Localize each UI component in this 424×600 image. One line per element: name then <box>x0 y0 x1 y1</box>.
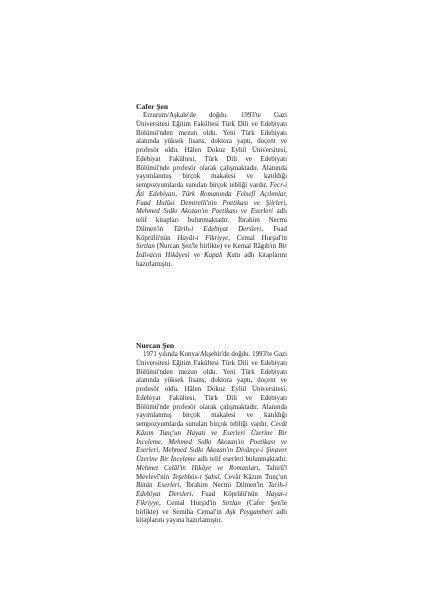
bio-text: 1971 yılında Konya/Akşehir'de doğdu. 1993'te Gazi Üniversitesi Eğitim Fakültesi Türk Dili ve Edebiyatı Bölümü'nden mezun oldu. Yeni Türk Edebiyatı alanında yüksek lisans, doktora yaptı, doçent ve profesör oldu. Hâlen Dokuz Eylül Üniversitesi, Edebiyat Fakültesi, Türk Dili ve Edebiyatı Bölümü'nde profesör olarak çalışmaktadır. Alanında yayımlanmış birçok makalesi ve katıldığı sempozyumlarda sunulan birçok tebliği vardır. <box>136 351 287 428</box>
book-title-text: Tarih-i Edebiyat Dersleri <box>136 482 287 498</box>
book-title-text: Mehmet Celâl'in Hikâye ve Romanları <box>136 464 259 472</box>
bio-text: adlı telif eserleri bulunmaktadır. <box>195 456 287 463</box>
book-title-text: Kapalı Kutu <box>204 252 241 259</box>
bio-text: , Fuad Köprülü'nün <box>191 491 266 498</box>
author-biography <box>136 112 287 270</box>
book-title-text: Bir İzdivacın Hikâyesi <box>136 243 287 259</box>
author-bio-nurcan-sen <box>136 341 287 526</box>
bio-text: , Tahirü'l Mevlevî'nin <box>136 464 287 481</box>
book-title-text: Teşebbüs-i Şahsî <box>172 473 220 481</box>
author-name: Cafer Şen <box>136 102 169 111</box>
bio-text: Erzurum/Aşkale'de doğdu. 1993'te Gazi Üniversitesi Eğitim Fakültesi Türk Dili ve Edebiyatı Bölümü'nden mezun oldu. Yeni Türk Edebiyatı alanında yüksek lisans, doktora yaptı, doçent ve profesör oldu. Hâlen Dokuz Eylül Üniversitesi, Edebiyat Fakültesi, Türk Dili ve Edebiyatı Bölümü'nde profesör olarak çalışmaktadır. Alanında yayımlanmış birçok makalesi ve katıldığı sempozyumlarda sunulan birçok tebliği vardır. <box>136 112 287 189</box>
author-name: Nurcan Şen <box>136 341 175 350</box>
author-bio-cafer-sen <box>136 102 287 270</box>
book-title-text: Fecr-i Âti Edebiyatı, Türk Romanında Felsefî Açılımlar, Fuad Hulûsi Demirelli'nin Poetikası ve Şiirleri, Mehmed Sıdkı Akozan'ın Poetikası ve Eserleri <box>136 182 287 216</box>
bio-text: , İbrahim Necmi Dilmen'in <box>179 482 269 490</box>
bio-text: adlı kitaplarını yayına hazırlamıştır. <box>136 508 287 525</box>
bio-text: , Cemal Hurşid'in <box>228 234 287 242</box>
bio-text: adlı telif kitapları bulunmaktadır. İbrahim Necmi Dilmen'in <box>136 208 287 233</box>
book-title-text: Sırtlan <box>222 499 241 507</box>
author-biography <box>136 351 287 526</box>
book-title-text: Cevât Kâzım Tunç'un Hayatı ve Eserleri Üzerine Bir İnceleme, Mehmed Sıdkı Akozan'ın Poetikası ve Eserleri, Mehmed Sıdkı Akozan'ın Divânçe-i Şinaver Üzerine Bir İnceleme <box>136 421 287 463</box>
bio-text: , Cemal Hurşid'in <box>158 499 223 507</box>
bio-text: (Cafer Şen'le birlikte) ve Semiha Cemal'in <box>136 499 287 516</box>
book-title-text: Aşk Peygamberi <box>225 508 273 516</box>
book-title-text: Hayât-ı Fikriyye <box>177 234 229 242</box>
bio-text: adlı kitaplarını hazırlamıştır. <box>136 252 287 268</box>
book-title-text: Sırtlan <box>136 243 155 251</box>
book-title-text: Bütün Eserleri <box>136 482 180 490</box>
bio-text: , Fuad Köprülü'nün <box>136 225 287 242</box>
bio-text: ve <box>189 252 205 259</box>
bio-text: , Cevât Kâzım Tunç'un <box>219 473 287 481</box>
book-title-text: Târih-i Edebiyat Dersleri <box>173 225 262 233</box>
book-title-text: Hayat-ı Fikriyye <box>136 491 288 507</box>
bio-text: (Nurcan Şen'le birlikte) ve Kemal Râgıb'ın <box>154 243 279 251</box>
